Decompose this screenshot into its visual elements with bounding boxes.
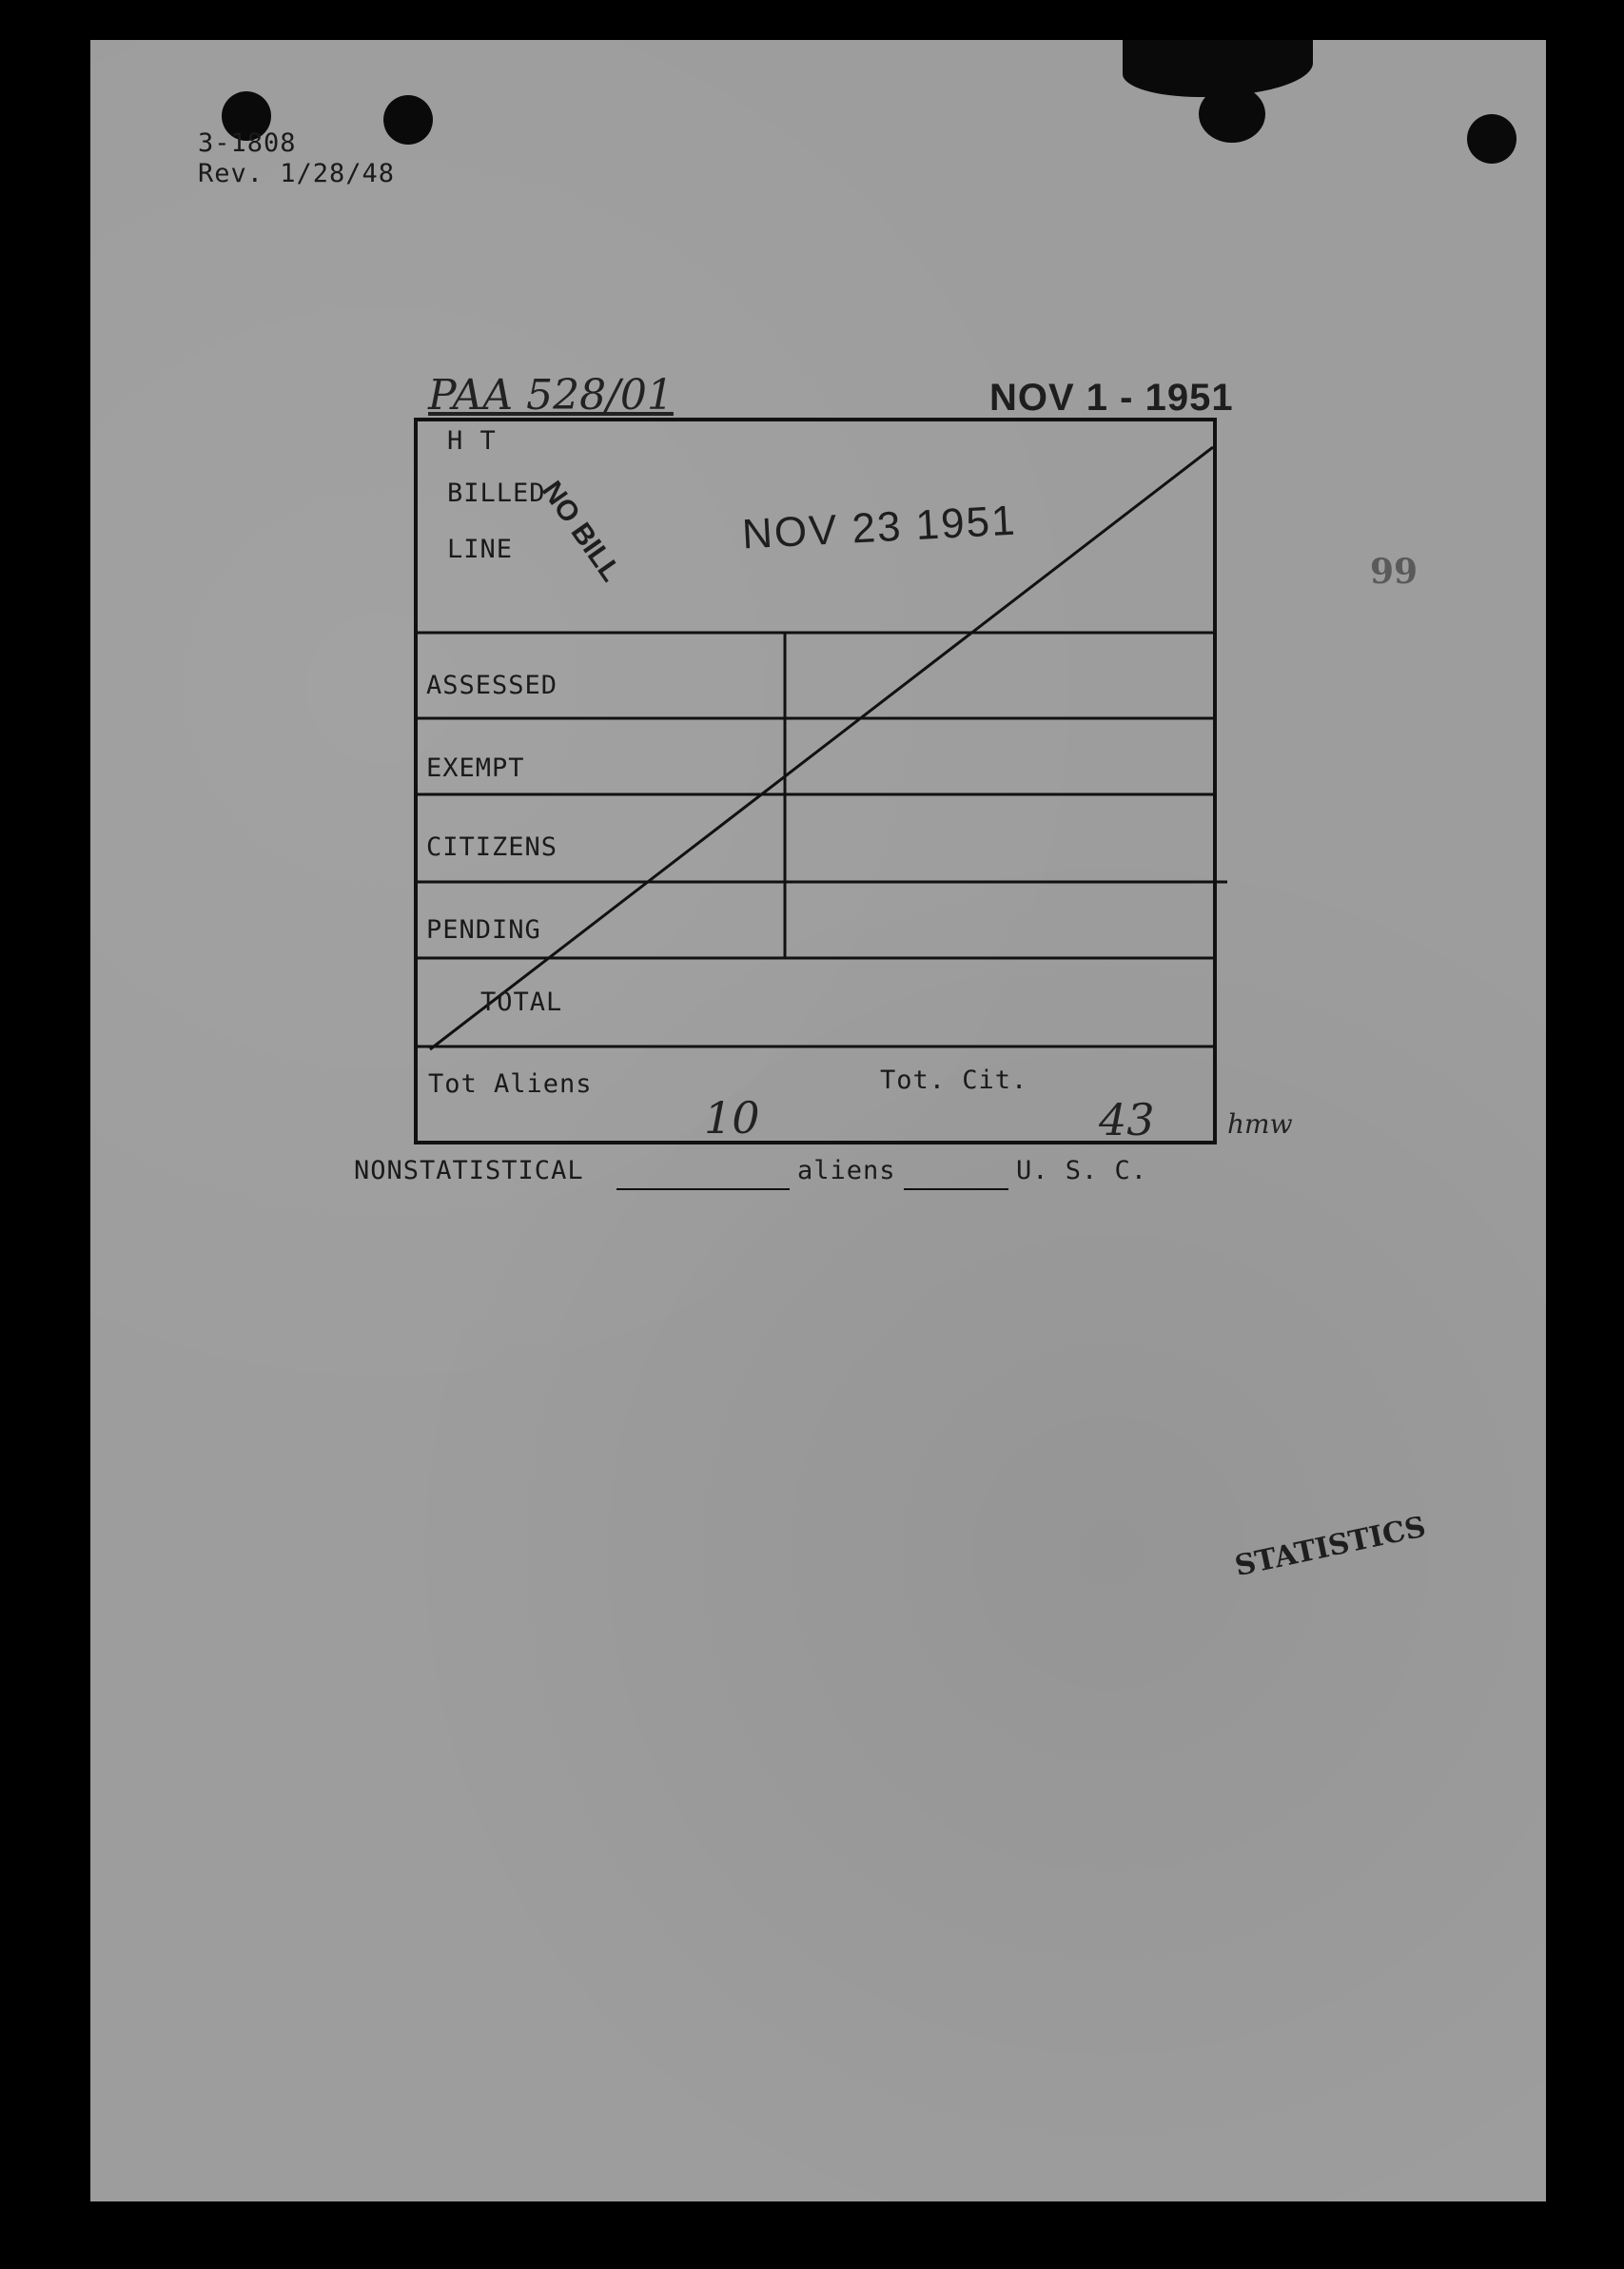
row-line: LINE (447, 535, 514, 564)
revision-date: Rev. 1/28/48 (198, 159, 396, 188)
form-number: 3-1808 (198, 128, 297, 158)
tot-aliens-label: Tot Aliens (428, 1069, 593, 1099)
nonstatistical-label: NONSTATISTICAL (354, 1156, 584, 1185)
initials: hmw (1227, 1108, 1293, 1140)
row-citizens: CITIZENS (426, 832, 558, 862)
page-number: 99 (1370, 552, 1419, 592)
tot-cit-label: Tot. Cit. (880, 1066, 1028, 1095)
handwritten-reference: PAA 528/01 (428, 371, 674, 420)
date-stamp-top: NOV 1 - 1951 (989, 377, 1234, 419)
row-exempt: EXEMPT (426, 753, 525, 783)
statistics-stamp: STATISTICS (1232, 1510, 1429, 1584)
row-assessed: ASSESSED (426, 671, 558, 700)
no-bill-stamp: NO BILL (535, 476, 627, 588)
row-pending: PENDING (426, 915, 541, 945)
row-ht: H T (447, 426, 497, 456)
usc-label: U. S. C. (1016, 1156, 1148, 1185)
row-billed: BILLED (447, 479, 546, 508)
row-total: TOTAL (480, 988, 563, 1017)
aliens-count: 10 (704, 1092, 760, 1144)
date-received-stamp: NOV 23 1951 (740, 497, 1018, 558)
aliens-label: aliens (797, 1156, 896, 1185)
citizens-count: 43 (1099, 1094, 1155, 1145)
